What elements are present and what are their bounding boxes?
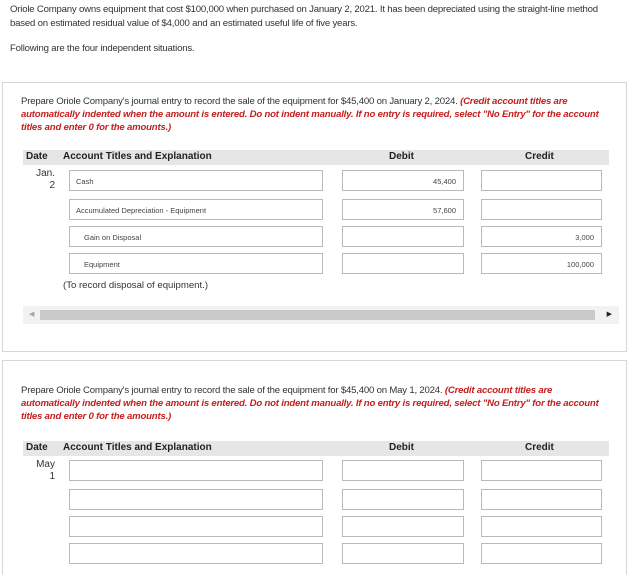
header-date: Date bbox=[26, 151, 48, 162]
debit-field[interactable] bbox=[342, 489, 464, 510]
date-day: 2 bbox=[49, 180, 55, 191]
date-month: Jan. bbox=[36, 168, 55, 179]
journal-entry-panel-may bbox=[2, 360, 627, 575]
debit-field[interactable] bbox=[342, 543, 464, 564]
credit-field[interactable] bbox=[481, 199, 602, 220]
account-field[interactable] bbox=[69, 460, 323, 481]
journal-table-header bbox=[23, 441, 609, 456]
entry-date bbox=[33, 459, 55, 483]
account-field[interactable] bbox=[69, 543, 323, 564]
header-credit: Credit bbox=[525, 151, 554, 162]
credit-field[interactable] bbox=[481, 543, 602, 564]
intro-situations-text: Following are the four independent situations. bbox=[10, 43, 195, 54]
problem-intro bbox=[10, 3, 616, 56]
credit-field[interactable] bbox=[481, 170, 602, 191]
instruction-text: Prepare Oriole Company's journal entry to record the sale of the equipment for $45,400 on May 1, 2024. bbox=[21, 385, 443, 396]
account-field[interactable]: Equipment bbox=[69, 253, 323, 274]
header-debit: Debit bbox=[389, 151, 414, 162]
account-field[interactable]: Cash bbox=[69, 170, 323, 191]
journal-table-header bbox=[23, 150, 609, 165]
debit-field[interactable] bbox=[342, 253, 464, 274]
chevron-right-icon[interactable]: ▶ bbox=[606, 311, 612, 318]
scrollbar-thumb[interactable] bbox=[40, 310, 595, 320]
account-field[interactable] bbox=[69, 489, 323, 510]
header-account: Account Titles and Explanation bbox=[63, 151, 212, 162]
journal-entry-panel-jan bbox=[2, 82, 627, 352]
instruction-note: (Credit account titles are automatically indented when the amount is entered. Do not indent manually. If no entry is required, select "No Entry" for the account titles and enter 0 for the amounts.) bbox=[21, 96, 599, 133]
instruction-text: Prepare Oriole Company's journal entry to record the sale of the equipment for $45,400 on January 2, 2024. bbox=[21, 96, 458, 107]
intro-text: Oriole Company owns equipment that cost $100,000 when purchased on January 2, 2021. It has been depreciated using the straight-line method based on estimated residual value of $4,000 and an estimated useful life of five years. bbox=[10, 4, 598, 29]
entry-date bbox=[33, 168, 55, 192]
credit-field[interactable]: 3,000 bbox=[481, 226, 602, 247]
account-field[interactable] bbox=[69, 516, 323, 537]
credit-field[interactable] bbox=[481, 516, 602, 537]
account-field[interactable]: Gain on Disposal bbox=[69, 226, 323, 247]
instruction-jan bbox=[21, 95, 609, 134]
debit-field[interactable] bbox=[342, 516, 464, 537]
credit-field[interactable]: 100,000 bbox=[481, 253, 602, 274]
header-account: Account Titles and Explanation bbox=[63, 442, 212, 453]
debit-field[interactable] bbox=[342, 460, 464, 481]
debit-field[interactable]: 45,400 bbox=[342, 170, 464, 191]
header-credit: Credit bbox=[525, 442, 554, 453]
horizontal-scrollbar[interactable] bbox=[23, 306, 619, 324]
credit-field[interactable] bbox=[481, 460, 602, 481]
header-date: Date bbox=[26, 442, 48, 453]
header-debit: Debit bbox=[389, 442, 414, 453]
chevron-left-icon[interactable]: ◀ bbox=[29, 311, 35, 318]
account-field[interactable]: Accumulated Depreciation - Equipment bbox=[69, 199, 323, 220]
debit-field[interactable] bbox=[342, 226, 464, 247]
date-month: May bbox=[36, 459, 55, 470]
debit-field[interactable]: 57,600 bbox=[342, 199, 464, 220]
credit-field[interactable] bbox=[481, 489, 602, 510]
date-day: 1 bbox=[49, 471, 55, 482]
instruction-note: (Credit account titles are automatically indented when the amount is entered. Do not indent manually. If no entry is required, select "No Entry" for the account titles and enter 0 for the amounts.) bbox=[21, 385, 599, 422]
instruction-may bbox=[21, 384, 609, 423]
journal-memo: (To record disposal of equipment.) bbox=[63, 280, 209, 291]
